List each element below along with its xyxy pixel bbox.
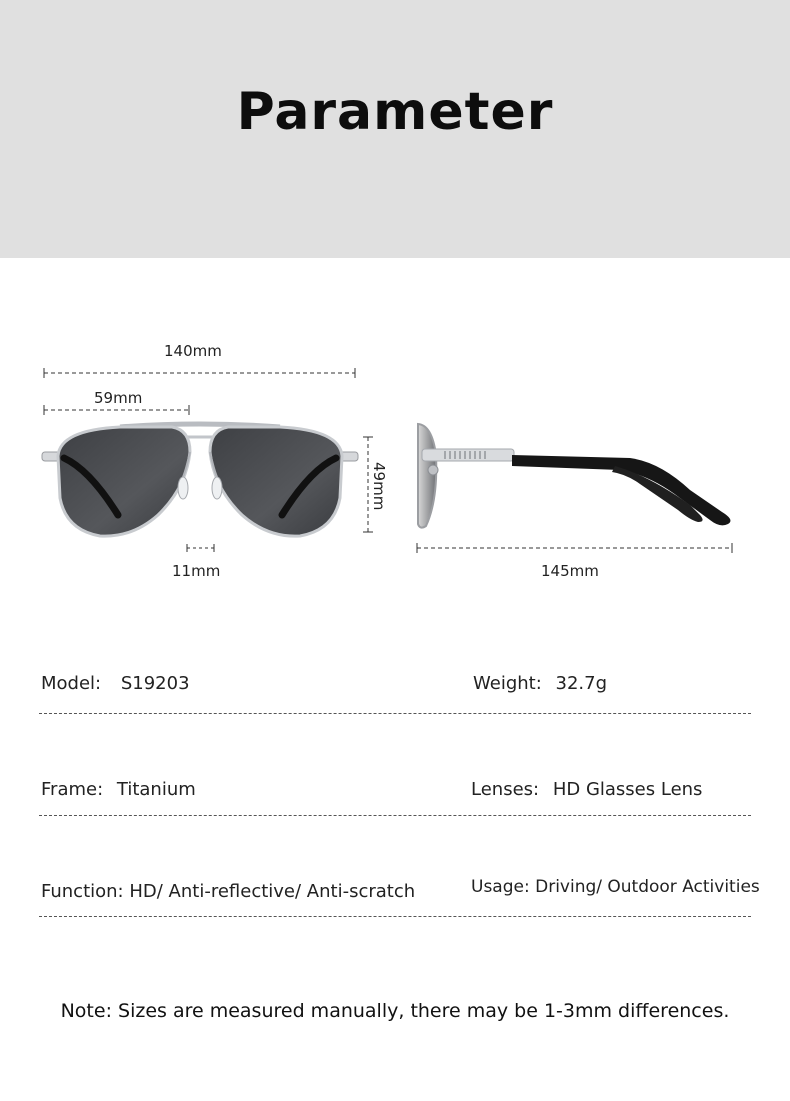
- divider: [39, 916, 751, 917]
- spec-model-value: S19203: [120, 673, 190, 694]
- spec-function: [41, 881, 415, 902]
- spec-usage: [471, 877, 760, 897]
- total-width-label: 140mm: [164, 342, 222, 360]
- bridge-label: 11mm: [172, 562, 221, 580]
- spec-weight-value: 32.7g: [555, 673, 608, 694]
- spec-weight: [473, 673, 607, 694]
- spec-function-value: HD/ Anti-reflective/ Anti-scratch: [129, 881, 416, 902]
- page-title: Parameter: [236, 82, 554, 142]
- divider: [39, 713, 751, 714]
- spec-lenses-label: Lenses:: [471, 779, 540, 800]
- spec-usage-value: Driving/ Outdoor Activities: [535, 877, 760, 897]
- spec-frame: [41, 779, 196, 800]
- spec-usage-label: Usage:: [471, 877, 530, 897]
- lens-height-label: 49mm: [370, 462, 388, 511]
- front-view: [42, 424, 358, 536]
- spec-model-label: Model:: [41, 673, 102, 694]
- spec-frame-value: Titanium: [116, 779, 196, 800]
- spec-lenses: [471, 779, 702, 800]
- spec-frame-label: Frame:: [41, 779, 104, 800]
- lens-width-label: 59mm: [94, 389, 143, 407]
- spec-lenses-value: HD Glasses Lens: [552, 779, 703, 800]
- temple-length-label: 145mm: [541, 562, 599, 580]
- size-note: Note: Sizes are measured manually, there may be 1-3mm differences.: [60, 1000, 730, 1022]
- side-view: [418, 424, 730, 528]
- spec-weight-label: Weight:: [473, 673, 542, 694]
- divider: [39, 815, 751, 816]
- spec-model: [41, 673, 190, 694]
- spec-function-label: Function:: [41, 881, 124, 902]
